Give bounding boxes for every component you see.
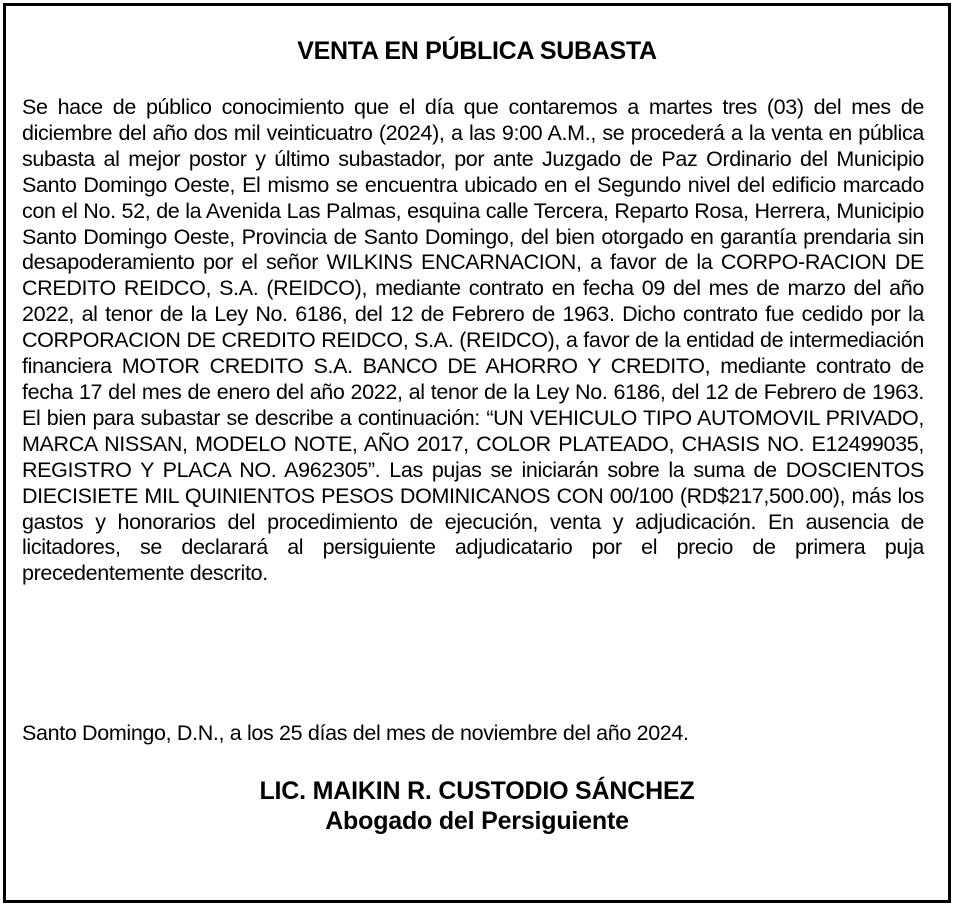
notice-title: VENTA EN PÚBLICA SUBASTA	[297, 37, 657, 65]
signature-role: Abogado del Persiguiente	[325, 807, 629, 835]
legal-notice	[3, 3, 951, 903]
signature-name: LIC. MAIKIN R. CUSTODIO SÁNCHEZ	[259, 777, 695, 805]
notice-body: Se hace de público conocimiento que el día que contaremos a martes tres (03) del mes de diciembre del año dos mil veinticuatro (2024), a las 9:00 A.M., se procederá a la venta en pública subasta al mejor postor y último subastador, por ante Juzgado de Paz Ordinario del Municipio Santo Domingo Oeste, El mismo se encuentra ubicado en el Segundo nivel del edificio marcado con el No. 52, de la Avenida Las Palmas, esquina calle Tercera, Reparto Rosa, Herrera, Municipio Santo Domingo Oeste, Provincia de Santo Domingo, del bien otorgado en garantía prendaria sin desapoderamiento por el señor WILKINS ENCARNACION, a favor de la CORPO-RACION DE CREDITO REIDCO, S.A. (REIDCO), mediante contrato en fecha 09 del mes de marzo del año 2022, al tenor de la Ley No. 6186, del 12 de Febrero de 1963. Dicho contrato fue cedido por la CORPORACION DE CREDITO REIDCO, S.A. (REIDCO), a favor de la entidad de intermediación financiera MOTOR CREDITO S.A. BANCO DE AHORRO Y CREDITO, mediante contrato de fecha 17 del mes de enero del año 2022, al tenor de la Ley No. 6186, del 12 de Febrero de 1963. El bien para subastar se describe a continuación: “UN VEHICULO TIPO AUTOMOVIL PRIVADO, MARCA NISSAN, MODELO NOTE, AÑO 2017, COLOR PLATEADO, CHASIS NO. E12499035, REGISTRO Y PLACA NO. A962305”. Las pujas se iniciarán sobre la suma de DOSCIENTOS DIECISIETE MIL QUINIENTOS PESOS DOMINICANOS CON 00/100 (RD$217,500.00), más los gastos y honorarios del procedimiento de ejecución, venta y adjudicación. En ausencia de licitadores, se declarará al persiguiente adjudicatario por el precio de primera puja precedentemente descrito.	[22, 95, 924, 586]
notice-date-line: Santo Domingo, D.N., a los 25 días del mes de noviembre del año 2024.	[22, 721, 689, 745]
